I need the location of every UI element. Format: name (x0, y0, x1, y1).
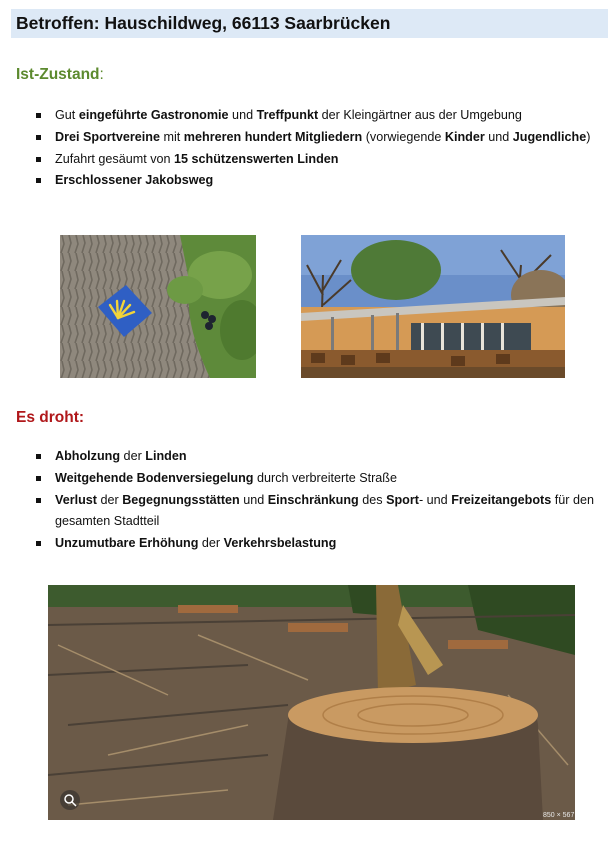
heading-colon: : (99, 66, 104, 83)
text: mit (160, 129, 184, 144)
text: der (198, 536, 224, 551)
page-title: Betroffen: Hauschildweg, 66113 Saarbrücken (16, 13, 391, 33)
bold-text: Begegnungsstätten (122, 492, 240, 507)
text: des (358, 492, 387, 507)
text: Zufahrt gesäumt von (55, 151, 175, 166)
text: (vorwiegende (362, 129, 445, 144)
bold-text: Freizeitangebots (451, 492, 552, 507)
bullet-item (34, 533, 606, 555)
text: für den gesamten Stadtteil (55, 492, 594, 529)
bullet-item (34, 446, 606, 468)
bold-text: mehreren hundert Mitgliedern (183, 129, 363, 144)
title-bar (11, 9, 608, 38)
bold-text: Unzumutbare Erhöhung (55, 536, 199, 551)
heading-text: Ist-Zustand (16, 66, 100, 83)
text: ) (586, 129, 591, 144)
text: Gut (55, 108, 79, 122)
bullet-item (34, 149, 606, 171)
bullet-item (34, 105, 606, 127)
text: und (228, 108, 257, 122)
bold-text: Erschlossener Jakobsweg (55, 173, 214, 188)
bold-text: Sport (386, 492, 419, 507)
text: und (484, 129, 513, 144)
bold-text: Treffpunkt (256, 108, 319, 122)
bold-text: Kinder (444, 129, 485, 144)
image-size-watermark: 850 × 567 (543, 812, 575, 819)
tree-stump-photo (48, 585, 575, 820)
threat-list (34, 446, 606, 555)
bold-text: Verkehrsbelastung (223, 536, 337, 551)
bold-text: Abholzung (55, 449, 121, 463)
text: der (97, 492, 123, 507)
zoom-lens-icon (60, 790, 80, 810)
bold-text: 15 schützenswerten Linden (174, 151, 339, 166)
text: - und (418, 492, 452, 507)
tree-photo-graphic (60, 235, 256, 378)
current-state-list (34, 105, 606, 192)
stump-photo-graphic (48, 585, 575, 820)
bold-text: Verlust (55, 492, 97, 507)
bold-text: Einschränkung (267, 492, 359, 507)
bold-text: Weitgehende Bodenversiegelung (55, 470, 254, 485)
text: der Kleingärtner aus der Umgebung (318, 108, 522, 122)
bold-text: Drei Sportvereine (55, 129, 160, 144)
bullet-item (34, 468, 606, 490)
bullet-item (34, 127, 606, 149)
text: der (120, 449, 146, 463)
bold-text: Jugendliche (512, 129, 587, 144)
section-heading-current-state (16, 66, 104, 84)
bold-text: Linden (145, 449, 187, 463)
bold-text: eingeführte Gastronomie (78, 108, 229, 122)
text: durch verbreiterte Straße (253, 470, 398, 485)
bullet-item (34, 490, 606, 534)
restaurant-terrace-photo (301, 235, 565, 378)
bullet-item (34, 170, 606, 192)
tree-with-jakobsweg-sign-photo (60, 235, 256, 378)
restaurant-photo-graphic (301, 235, 565, 378)
section-heading-threat: Es droht: (16, 409, 85, 426)
text: und (239, 492, 268, 507)
